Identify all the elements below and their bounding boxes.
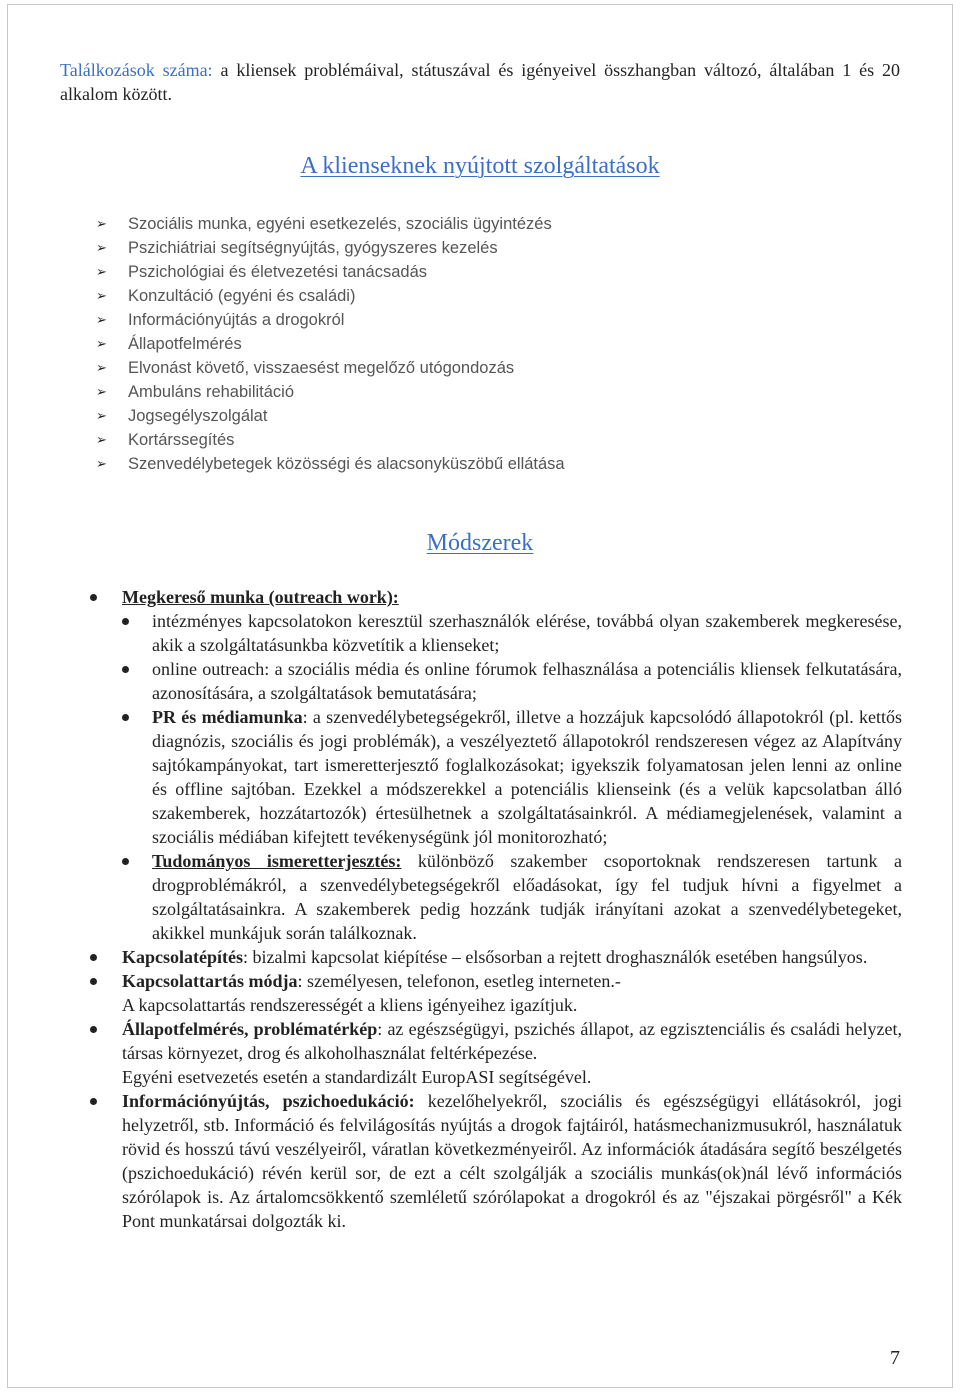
- list-item-text: Ambuláns rehabilitáció: [128, 383, 295, 401]
- intro-paragraph: [60, 58, 900, 106]
- method-title: Információnyújtás, pszichoedukáció:: [122, 1091, 415, 1111]
- list-item-title: Tudományos ismeretterjesztés:: [152, 851, 402, 871]
- list-item-text: Szociális munka, egyéni esetkezelés, szociális ügyintézés: [128, 215, 552, 233]
- list-item: [122, 705, 902, 849]
- services-list: [96, 212, 565, 476]
- arrow-bullet-icon: ➢: [96, 384, 107, 399]
- arrow-bullet-icon: ➢: [96, 360, 107, 375]
- list-item-text: Pszichológiai és életvezetési tanácsadás: [128, 263, 428, 281]
- bullet-icon: [90, 954, 97, 961]
- list-item: [96, 212, 565, 236]
- list-item-text: : a szenvedélybetegségekről, illetve a hozzájuk kapcsolódó állapotokról (pl. kettős diagnózis, szociális és jogi problémák), a veszélyeztető állapotokról rendszeresen végez az Alapítvány sajtókampányokat, tart ismeretterjesztő foglalkozásokat; igyekszik folyamatosan jelen lenni az online és offline sajtóban. Ezekkel a módszerekkel a potenciális klienseink (és a velük kapcsolatban álló szakemberek, hozzátartozók) értesülhetnek a szolgáltatásainkról. A médiamegjelenések, valamint a szociális médiában kifejtett tevékenységünk jól monitorozható;: [152, 707, 902, 847]
- list-item: [96, 236, 565, 260]
- arrow-bullet-icon: ➢: [96, 264, 107, 279]
- list-item: [96, 356, 565, 380]
- list-item: [122, 657, 902, 705]
- method-title: Kapcsolatépítés: [122, 947, 243, 967]
- list-item-text: online outreach: a szociális média és online fórumok felhasználása a potenciális kliensek felkutatására, azonosítására, a szolgáltatások bemutatására;: [152, 659, 902, 703]
- list-item: [96, 380, 565, 404]
- bullet-icon: [122, 666, 129, 673]
- method-text-line2: A kapcsolattartás rendszerességét a kliens igényeihez igazítjuk.: [122, 995, 578, 1015]
- list-item-text: Pszichiátriai segítségnyújtás, gyógyszeres kezelés: [128, 239, 498, 257]
- method-text: : az egészségügyi, pszichés állapot, az egzisztenciális és családi helyzet, társas környezet, drog és alkoholhasználat feltérképezése.: [122, 1019, 902, 1063]
- bullet-icon: [122, 618, 129, 625]
- arrow-bullet-icon: ➢: [96, 216, 107, 231]
- intro-text: a kliensek problémáival, státuszával és igényeivel összhangban változó, általában 1 és 20 alkalom között.: [60, 60, 900, 104]
- outreach-sublist: [122, 609, 902, 945]
- method-kapcsolatepites: [90, 945, 902, 969]
- bullet-icon: [90, 1098, 97, 1105]
- methods-heading: Módszerek: [426, 530, 534, 556]
- method-informacio: [90, 1089, 902, 1233]
- bullet-icon: [122, 858, 129, 865]
- method-allapotfelmeres: [90, 1017, 902, 1089]
- method-outreach: [90, 585, 902, 945]
- arrow-bullet-icon: ➢: [96, 288, 107, 303]
- list-item-text: Konzultáció (egyéni és családi): [128, 287, 356, 305]
- intro-label: Találkozások száma:: [60, 60, 213, 80]
- arrow-bullet-icon: ➢: [96, 336, 107, 351]
- arrow-bullet-icon: ➢: [96, 432, 107, 447]
- list-item: [122, 849, 902, 945]
- page-number: 7: [890, 1347, 900, 1369]
- method-title: Megkereső munka (outreach work):: [122, 587, 399, 607]
- method-text: : személyesen, telefonon, esetleg interneten.-: [297, 971, 621, 991]
- list-item-text: Információnyújtás a drogokról: [128, 311, 345, 329]
- list-item-text: Elvonást követő, visszaesést megelőző utógondozás: [128, 359, 515, 377]
- list-item-text: Állapotfelmérés: [128, 335, 242, 353]
- arrow-bullet-icon: ➢: [96, 408, 107, 423]
- list-item-title: PR és médiamunka: [152, 707, 303, 727]
- bullet-icon: [90, 978, 97, 985]
- list-item-text: Kortárssegítés: [128, 431, 235, 449]
- bullet-icon: [90, 1026, 97, 1033]
- method-title: Kapcsolattartás módja: [122, 971, 298, 991]
- list-item: [96, 452, 565, 476]
- list-item: [96, 404, 565, 428]
- method-text: kezelőhelyekről, szociális és egészségügyi ellátásokról, jogi helyzetről, stb. Információ és felvilágosítás nyújtás a drogok fajtáiról, hatásmechanizmusukról, használatuk rövid és hosszú távú veszélyeiről, váratlan következményeiről. Az információk átadására segítő beszélgetés (pszichoedukáció) révén kerül sor, de ezt a célt szolgálják a szociális munkás(ok)nál lévő információs szórólapok is. Az ártalomcsökkentő szemléletű szórólapokat a drogokról és az "éjszakai pörgésről" a Kék Pont munkatársai dolgozták ki.: [122, 1091, 903, 1231]
- list-item: [96, 260, 565, 284]
- list-item: [96, 428, 565, 452]
- method-title: Állapotfelmérés, problématérkép: [122, 1019, 378, 1039]
- method-text: : bizalmi kapcsolat kiépítése – elsősorban a rejtett droghasználók esetében hangsúlyos.: [243, 947, 868, 967]
- arrow-bullet-icon: ➢: [96, 240, 107, 255]
- arrow-bullet-icon: ➢: [96, 456, 107, 471]
- list-item-text: Szenvedélybetegek közösségi és alacsonyküszöbű ellátása: [128, 455, 565, 473]
- list-item-text: különböző szakember csoportoknak rendszeresen tartunk a drogproblémákról, a szenvedélybetegségekről előadásokat, így fel tudjuk hívni a figyelmet a szolgáltatásainkra. A szakemberek pedig hozzánk tudják irányítani azokat a szenvedélybetegeket, akikkel munkájuk során találkoznak.: [152, 851, 902, 943]
- method-text-line2: Egyéni esetvezetés esetén a standardizált EuropASI segítségével.: [122, 1067, 592, 1087]
- methods-list: [90, 585, 902, 1233]
- list-item: [96, 308, 565, 332]
- list-item: [96, 284, 565, 308]
- bullet-icon: [90, 594, 97, 601]
- list-item-text: Jogsegélyszolgálat: [128, 407, 268, 425]
- services-heading: A klienseknek nyújtott szolgáltatások: [300, 153, 660, 179]
- list-item: [122, 609, 902, 657]
- method-kapcsolattartas: [90, 969, 902, 1017]
- list-item: [96, 332, 565, 356]
- bullet-icon: [122, 714, 129, 721]
- arrow-bullet-icon: ➢: [96, 312, 107, 327]
- list-item-text: intézményes kapcsolatokon keresztül szerhasználók elérése, továbbá olyan szakemberek megkeresése, akik a szolgáltatásunkba közvetítik a klienseket;: [152, 611, 902, 655]
